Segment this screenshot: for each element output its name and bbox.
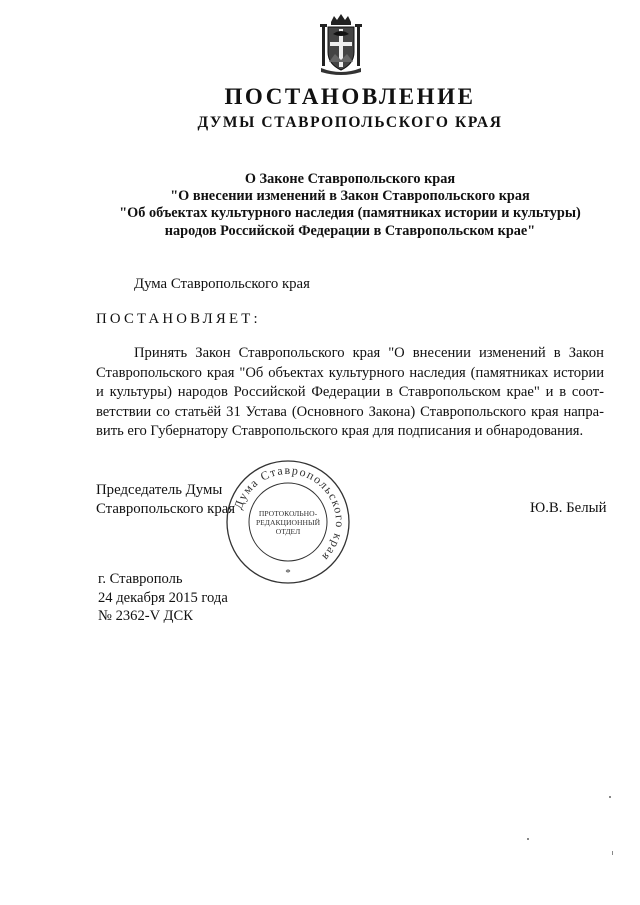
stamp-center-line-2: РЕДАКЦИОННЫЙ <box>255 518 321 527</box>
document-city: г. Ставрополь <box>98 571 183 587</box>
scan-speck <box>612 851 613 855</box>
resolution-text-line: Ставропольского края "Об объектах культурного наследия (памятниках истории <box>96 364 604 381</box>
resolution-text-line: и культуры) народов Российской Федерации в Ставропольском крае" и в соот- <box>96 384 604 401</box>
document-title: ПОСТАНОВЛЕНИЕ <box>224 84 476 109</box>
resolution-heading <box>0 171 640 240</box>
document-date: 24 декабря 2015 года <box>98 589 228 606</box>
scan-speck <box>527 838 529 840</box>
duma-name: Дума Ставропольского края <box>134 276 310 292</box>
document-footer <box>98 570 228 626</box>
resolves-heading: ПОСТАНОВЛЯЕТ: <box>96 311 261 327</box>
document-subtitle: ДУМЫ СТАВРОПОЛЬСКОГО КРАЯ <box>197 114 503 131</box>
heading-line-2: "О внесении изменений в Закон Ставропольского края <box>170 188 530 205</box>
heading-line-3: "Об объектах культурного наследия (памятниках истории и культуры) <box>119 205 581 222</box>
signatory-position-line-2: Ставропольского края <box>96 501 236 518</box>
resolution-text-line: ветствии со статьёй 31 Устава (Основного Закона) Ставропольского края напра- <box>96 403 604 420</box>
stamp-center-line-1: ПРОТОКОЛЬНО- <box>258 509 318 518</box>
stamp-center-line-3: ОТДЕЛ <box>275 527 301 536</box>
signatory-position <box>96 481 235 520</box>
stamp-star-icon: * <box>285 567 291 579</box>
resolution-text-line: вить его Губернатору Ставропольского края для подписания и обнародования. <box>96 423 584 440</box>
heading-line-4: народов Российской Федерации в Ставропольском крае" <box>164 222 536 239</box>
signatory-name: Ю.В. Белый <box>530 500 607 516</box>
stamp-ring-text: Дума Ставропольского края <box>230 462 348 565</box>
resolution-text <box>96 344 604 442</box>
official-stamp <box>224 458 352 586</box>
stavropol-coat-of-arms-icon <box>319 14 363 76</box>
heading-line-1: О Законе Ставропольского края <box>244 171 456 187</box>
scan-speck <box>609 796 611 798</box>
resolution-text-line: Принять Закон Ставропольского края "О внесении изменений в Закон <box>134 345 604 361</box>
document-number: № 2362-V ДСК <box>98 608 193 625</box>
signatory-position-line-1: Председатель Думы <box>96 482 223 498</box>
